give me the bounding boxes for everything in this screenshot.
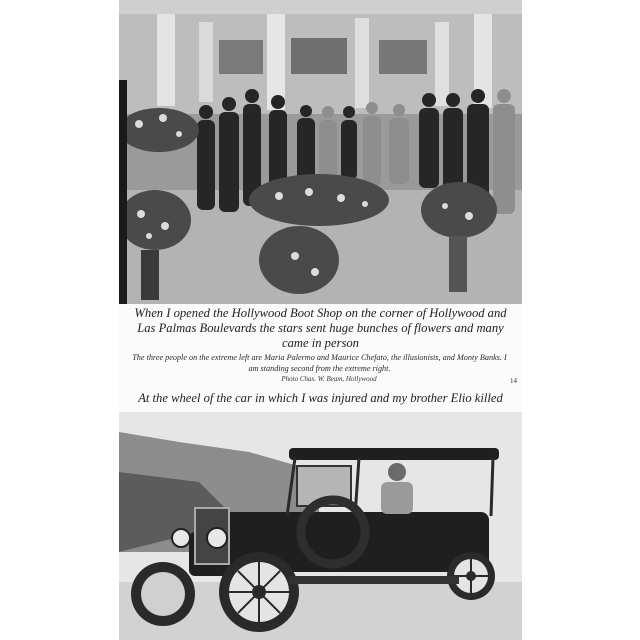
touring-car-illustration (119, 412, 522, 640)
top-photo-caption: When I opened the Hollywood Boot Shop on the corner of Hollywood and Las Palmas Boulevards the stars sent huge bunches of flowers and many came in person (134, 306, 507, 350)
bottom-photo-caption: At the wheel of the car in which I was injured and my brother Elio killed (138, 391, 503, 405)
photo-credit: Photo Chas. W. Beam, Hollywood (281, 375, 377, 383)
page-number: 14 (510, 377, 517, 385)
top-photo-note: The three people on the extreme left are Maria Palermo and Maurice Chefato, the illusionists, and Monty Banks. I am standing second from the extreme right. (132, 353, 507, 373)
shop-opening-illustration (119, 0, 522, 304)
touring-car-photo (119, 412, 522, 640)
book-page (119, 0, 522, 640)
shop-opening-photo (119, 0, 522, 304)
